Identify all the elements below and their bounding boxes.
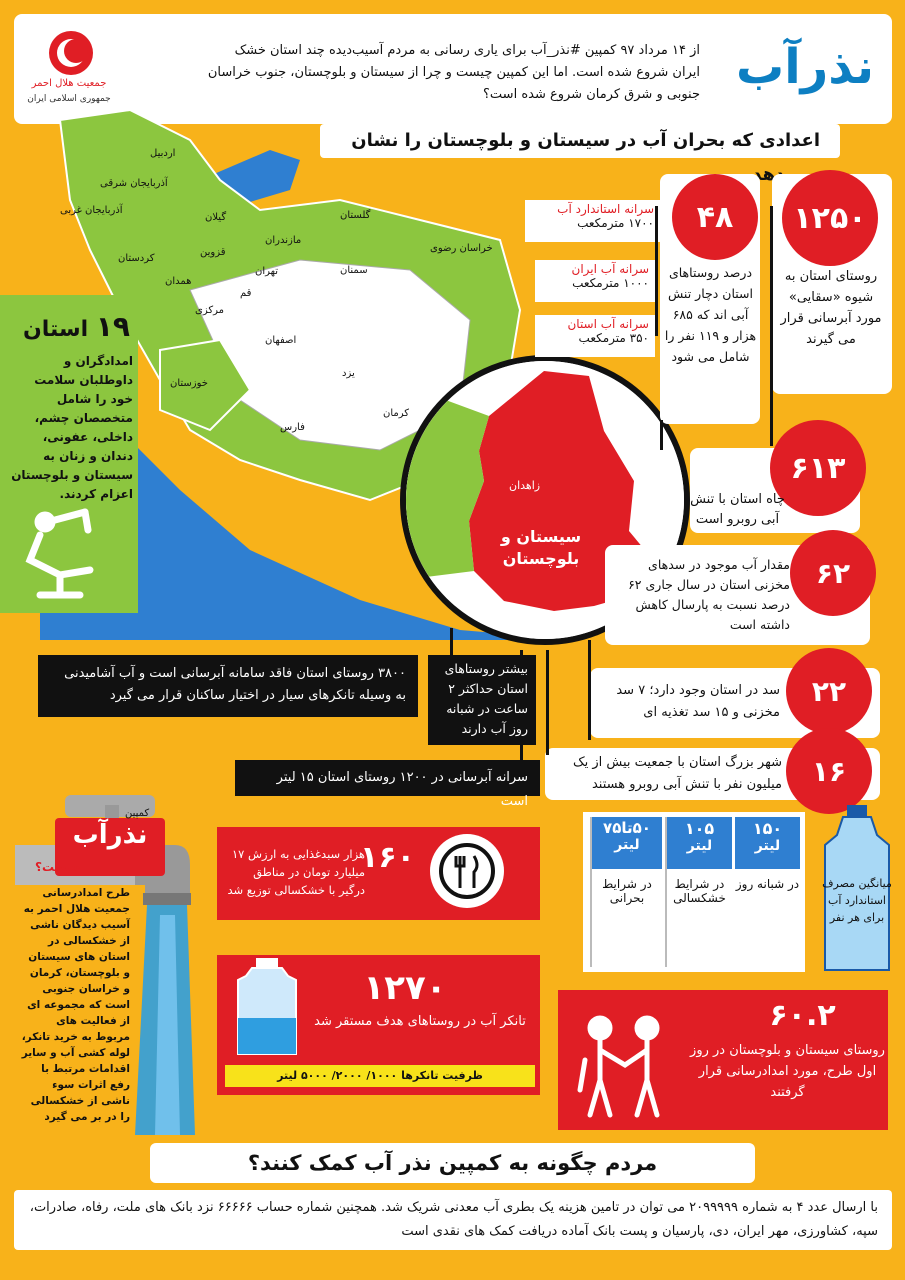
logo-text-2: جمهوری اسلامی ایران	[27, 94, 111, 104]
water-col-150-head	[735, 817, 800, 869]
stat-613-badge: ۶۱۳	[770, 420, 866, 516]
campaign-question: چیست؟	[35, 860, 81, 874]
stat-48-badge: ۴۸	[672, 174, 758, 260]
connector-line	[660, 420, 663, 450]
tanker-text: تانکر آب در روستاهای هدف مستقر شد	[314, 1014, 526, 1029]
standard-value: ۱۷۰۰ مترمکعب	[577, 216, 654, 230]
water-col-50-75-amount: ۵۰تا۷۵	[603, 819, 651, 837]
stat-62-text: مقدار آب موجود در سدهای مخزنی استان در سال جاری ۶۲ درصد نسبت به پارسال کاهش داشته است	[628, 557, 790, 632]
map-label-kerman: کرمان	[383, 408, 410, 419]
box-per-capita-15: سرانه آبرسانی در ۱۲۰۰ روستای استان ۱۵ لیتر است	[235, 760, 540, 796]
stat-16-badge: ۱۶	[786, 728, 872, 814]
stat-48-text: درصد روستاهای استان دچار تنش آبی اند که ۶۸۵ هزار و ۱۱۹ نفر را شامل می شود	[664, 265, 757, 364]
intro-text: از ۱۴ مرداد ۹۷ کمپین #نذر_آب برای یاری رسانی به مردم آسیب‌دیده چند استان خشک ایران شروع شده است. اما این کمپین چیست و چرا از سیستان و بلوچستان، جنوب خراسان جنوبی و شرق کرمان شروع شده است؟	[207, 43, 700, 102]
water-side-text: میانگین مصرف استاندارد آب برای هر نفر	[822, 877, 892, 924]
iran-value: ۱۰۰۰ مترمکعب	[572, 276, 649, 290]
water-col-105-unit: لیتر	[686, 838, 713, 854]
stat-1250-text: روستای استان به شیوه «سقایی» مورد آبرسانی قرار می گیرند	[780, 269, 882, 347]
water-col-105-desc: در شرایط خشکسالی	[673, 877, 726, 905]
green-box-num	[20, 310, 130, 343]
logo	[24, 20, 114, 120]
map-label-golestan: گلستان	[340, 210, 371, 221]
water-col-50-75	[590, 817, 662, 967]
water-col-105-head	[667, 817, 732, 869]
zahedan-label: زاهدان	[509, 479, 541, 492]
standard-per-capita	[525, 200, 660, 242]
green-box-word: استان	[22, 317, 89, 342]
dentist-chair-icon	[20, 500, 110, 600]
map-label-qom: قم	[240, 288, 252, 299]
water-col-150-unit: لیتر	[754, 838, 781, 854]
connector-line	[655, 206, 658, 336]
footer-text: با ارسال عدد ۴ به شماره ۲۰۹۹۹۹۹ می توان در تامین هزینه یک بطری آب معدنی شریک شد. همچنین شماره حساب ۶۶۶۶۶ نزد بانک های ملت، رفاه، صادرات، سپه، کشاورزی، مهر ایران، دی، پارسیان و پست بانک آماده دریافت کمک های نقدی است	[14, 1190, 892, 1250]
stat-22-text: سد در استان وجود دارد؛ ۷ سد مخزنی و ۱۵ سد تغذیه ای	[616, 683, 780, 720]
plate-icon	[428, 832, 506, 910]
sistan-baluchestan-label: سیستان و بلوچستان	[500, 527, 582, 568]
green-box-text: امدادگران و داوطلبان سلامت خود را شامل متخصصان چشم، داخلی، عفونی، دندان و زنان به سیستان و بلوچستان اعزام کردند.	[11, 354, 133, 501]
campaign-text: طرح امدادرسانی جمعیت هلال احمر به آسیب دیدگان ناشی از خشکسالی در استان های سیستان و بلوچستان، کرمان و خراسان جنوبی است که مجموعه ای از فعالیت های مربوط به خرید تانکر، لوله کشی آب و سایر اقدامات مرتبط با رفع اثرات سوء ناشی از خشکسالی را در بر می گیرد	[21, 887, 130, 1123]
helping-people-icon	[565, 1010, 685, 1125]
food-text: هزار سبدغذایی به ارزش ۱۷ میلیارد تومان در مناطق درگیر با خشکسالی توزیع شد	[227, 847, 365, 897]
campaign-small: کمپین	[125, 808, 150, 819]
campaign-title: نذرآب	[72, 820, 148, 850]
connector-line	[450, 628, 453, 658]
stat-613-text: چاه استان با تنش آبی روبرو است	[690, 492, 785, 527]
water-col-50-75-desc: در شرایط بحرانی	[602, 877, 652, 905]
tanker-capacity: ظرفیت تانکرها ۱۰۰۰/ ۲۰۰۰/ ۵۰۰۰ لیتر	[225, 1065, 535, 1087]
map-label-yazd: یزد	[342, 368, 355, 379]
water-col-150	[735, 817, 800, 967]
water-col-105	[665, 817, 732, 967]
connector-line	[588, 640, 591, 740]
water-col-50-75-head	[592, 817, 662, 869]
water-col-150-desc: در شبانه روز	[735, 877, 800, 891]
aid-text: روستای سیستان و بلوچستان در روز اول طرح، مورد امدادرسانی قرار گرفتند	[690, 1043, 885, 1100]
map-label-markazi: مرکزی	[195, 305, 224, 316]
green-box-num-value: ۱۹	[95, 310, 130, 343]
map-label-semnan: سمنان	[340, 265, 368, 276]
map-label-gilan: گیلان	[205, 212, 227, 223]
map-label-khuzestan: خوزستان	[170, 378, 208, 389]
province-label: سرانه آب استان	[567, 317, 649, 331]
red-crescent-icon	[48, 30, 94, 76]
water-col-150-amount: ۱۵۰	[752, 819, 783, 838]
food-num: ۱۶۰	[360, 840, 415, 875]
page-title: نذرآب	[735, 39, 875, 95]
iran-per-capita	[535, 260, 655, 302]
stat-22-badge: ۲۲	[786, 648, 872, 734]
stat-62-badge: ۶۲	[790, 530, 876, 616]
map-label-ardabil: اردبیل	[150, 148, 176, 159]
map-label-west-azerbaijan: آذربایجان غربی	[60, 205, 123, 216]
map-label-isfahan: اصفهان	[265, 335, 297, 346]
map-label-qazvin: قزوین	[200, 247, 226, 258]
standard-label: سرانه استاندارد آب	[557, 202, 654, 216]
map-label-fars: فارس	[280, 422, 305, 433]
footer-question: مردم چگونه به کمپین نذر آب کمک کنند؟	[150, 1143, 755, 1183]
water-col-105-amount: ۱۰۵	[684, 819, 715, 838]
province-per-capita	[535, 315, 655, 357]
gallon-icon	[228, 958, 306, 1058]
connector-line	[770, 206, 773, 446]
map-label-khorasan-razavi: خراسان رضوی	[430, 243, 493, 254]
iran-label: سرانه آب ایران	[571, 262, 649, 276]
map-label-mazandaran: مازندران	[265, 235, 302, 246]
province-value: ۳۵۰ مترمکعب	[578, 331, 649, 345]
tanker-num: ۱۲۷۰	[363, 968, 447, 1008]
connector-line	[546, 650, 549, 755]
map-label-hamedan: همدان	[165, 276, 192, 287]
section-title: اعدادی که بحران آب در سیستان و بلوچستان را نشان دهد	[320, 124, 840, 158]
stat-16-text: شهر بزرگ استان با جمعیت بیش از یک میلیون نفر با تنش آبی روبرو هستند	[573, 755, 782, 792]
map-label-tehran: تهران	[255, 266, 279, 277]
logo-text-1: جمعیت هلال احمر	[31, 78, 107, 89]
map-label-east-azerbaijan: آذربایجان شرقی	[100, 178, 168, 189]
water-col-50-75-unit: لیتر	[614, 837, 640, 853]
map-label-kurdistan: کردستان	[118, 253, 155, 264]
box-village-hours: بیشتر روستاهای استان حداکثر ۲ ساعت در شبانه روز آب دارند	[428, 655, 536, 745]
aid-num: ۶۰.۲	[769, 998, 836, 1033]
box-3800: ۳۸۰۰ روستای استان فاقد سامانه آبرسانی است و آب آشامیدنی به وسیله تانکرهای سیار در اختیار ساکنان قرار می گیرد	[38, 655, 418, 717]
stat-1250-badge: ۱۲۵۰	[782, 170, 878, 266]
